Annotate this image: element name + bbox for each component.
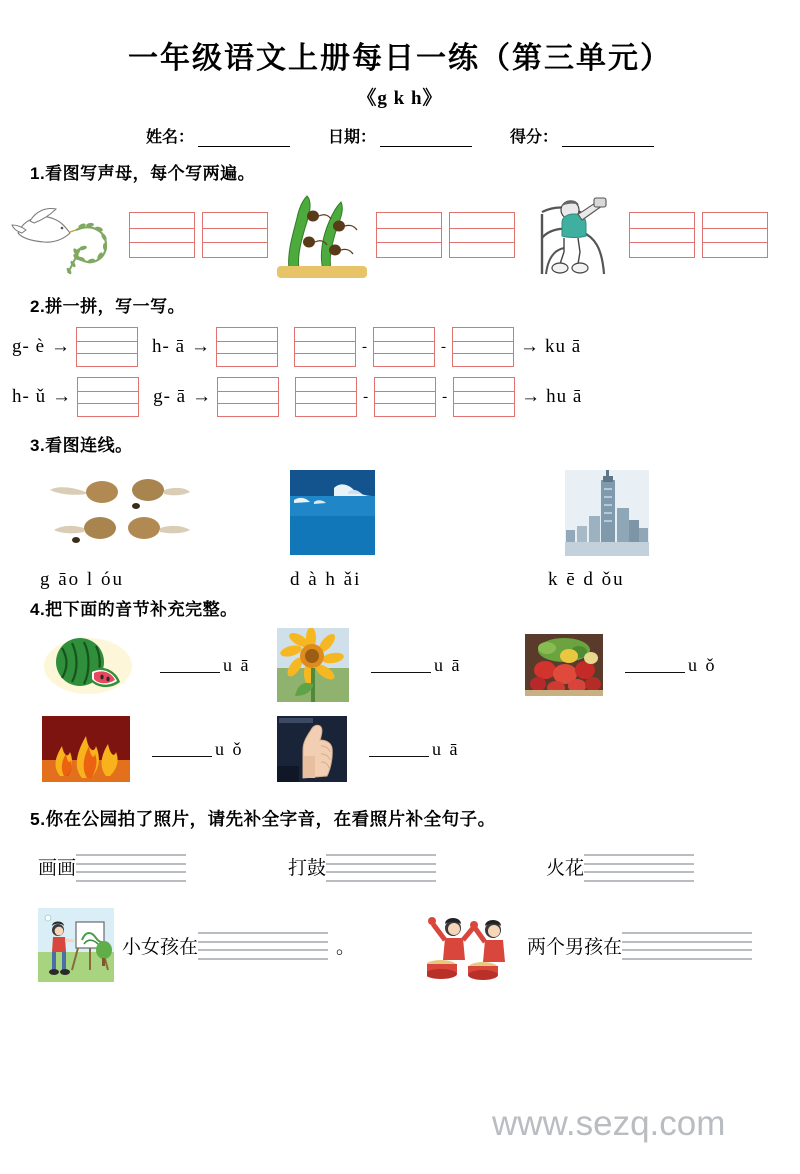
pinyin-four-line-grid[interactable] [584, 854, 694, 880]
q4-item-fruit-basket [525, 634, 717, 696]
pinyin-grid-box[interactable] [374, 377, 436, 417]
page-title: 一年级语文上册每日一练（第三单元） [128, 42, 672, 75]
pinyin-grid-box[interactable] [129, 212, 195, 258]
pinyin-grid-box[interactable] [217, 377, 279, 417]
date-label: 日期： [327, 129, 376, 146]
flame-photo-icon [42, 716, 130, 782]
q2-r1-sep-2: - [441, 338, 447, 355]
q2-r2-mid-syllable: g- ā [153, 386, 187, 407]
q3-pinyin-1: g āo l óu [40, 569, 124, 590]
question-5-words-row [0, 853, 800, 880]
watermelon-photo-icon [42, 634, 138, 696]
q4-tail-1: u ā [223, 654, 251, 675]
q4-blank-1[interactable] [160, 658, 220, 673]
sunflower-photo-icon [277, 628, 349, 702]
q1-boxes-g [129, 212, 268, 258]
q2-r1-mid-arrow: → [191, 336, 211, 357]
q5-word-2: 打鼓 [288, 858, 327, 879]
q4-blank-5[interactable] [369, 742, 429, 757]
question-4-row-1 [0, 628, 800, 702]
skyscraper-photo-icon [565, 470, 649, 556]
q3-pinyin-3: k ē d ǒu [548, 569, 625, 590]
q2-r1-left-syllable: g- è [12, 336, 46, 357]
site-watermark: www.sezq.com [492, 1104, 726, 1143]
q5-sentence-1-prefix: 小女孩在 [122, 936, 199, 958]
fruit-basket-photo-icon [525, 634, 603, 696]
pinyin-grid-box[interactable] [376, 212, 442, 258]
q4-item-watermelon [42, 634, 277, 696]
question-2-heading: 2.拼一拼，写一写。 [30, 297, 186, 316]
q4-tail-4: u ǒ [215, 738, 244, 759]
score-field[interactable] [510, 124, 654, 147]
question-4-row-2 [0, 716, 800, 782]
pinyin-four-line-grid[interactable] [326, 854, 436, 880]
pinyin-four-line-grid[interactable] [622, 932, 752, 958]
q2-r1-result-arrow: → [520, 336, 540, 357]
question-3-heading: 3.看图连线。 [30, 436, 133, 455]
q2-r1-left-arrow: → [51, 336, 71, 357]
q4-tail-2: u ā [434, 654, 462, 675]
seaweed-tadpoles-k-icon [277, 192, 367, 278]
q2-r2-result: hu ā [546, 386, 583, 407]
pinyin-four-line-grid[interactable] [76, 854, 186, 880]
score-label: 得分： [510, 129, 559, 146]
student-info-row [0, 124, 800, 147]
pinyin-grid-box[interactable] [629, 212, 695, 258]
date-field[interactable] [328, 124, 472, 147]
q4-blank-3[interactable] [625, 658, 685, 673]
q2-r2-sep-2: - [442, 388, 448, 405]
q2-r1-result: ku ā [545, 336, 582, 357]
q5-sentence-1-suffix: 。 [336, 936, 356, 958]
q1-boxes-k [376, 212, 515, 258]
q4-blank-2[interactable] [371, 658, 431, 673]
question-2-row-2 [0, 377, 800, 417]
q4-tail-3: u ǒ [688, 654, 717, 675]
question-5-heading: 5.你在公园拍了照片，请先补全字音，在看照片补全句子。 [30, 809, 496, 829]
q2-r1-mid-syllable: h- ā [152, 336, 186, 357]
pinyin-grid-box[interactable] [76, 327, 138, 367]
pinyin-grid-box[interactable] [216, 327, 278, 367]
thumbs-up-photo-icon [277, 716, 347, 782]
q2-r1-sep-1: - [362, 338, 368, 355]
pinyin-grid-box[interactable] [77, 377, 139, 417]
pinyin-grid-box[interactable] [373, 327, 435, 367]
pinyin-grid-box[interactable] [295, 377, 357, 417]
pinyin-grid-box[interactable] [294, 327, 356, 367]
question-3-images [0, 470, 800, 561]
girl-painting-photo-icon [38, 908, 114, 982]
sea-photo-icon [290, 470, 375, 555]
q2-r2-mid-arrow: → [192, 386, 212, 407]
q1-item-1 [10, 195, 277, 275]
question-5-sentences-row [0, 908, 800, 982]
q3-pinyin-2: d à h ǎi [290, 569, 362, 590]
q2-r2-left-syllable: h- ǔ [12, 386, 47, 407]
child-in-chair-h-icon [524, 192, 620, 278]
q5-word-1: 画画 [38, 858, 77, 879]
name-field[interactable] [146, 124, 290, 147]
pinyin-grid-box[interactable] [702, 212, 768, 258]
q2-r2-result-arrow: → [521, 386, 541, 407]
pinyin-four-line-grid[interactable] [198, 932, 328, 958]
name-blank[interactable] [198, 131, 290, 147]
two-boys-drumming-photo-icon [427, 908, 519, 982]
q5-word-2-wrap [288, 853, 546, 880]
q3-item-1-image [40, 470, 290, 555]
score-blank[interactable] [562, 131, 654, 147]
q4-item-sunflower [277, 628, 525, 702]
dove-olive-branch-g-icon [10, 195, 120, 275]
q1-boxes-h [629, 212, 768, 258]
q5-word-3: 火花 [546, 858, 585, 879]
q5-word-1-wrap [38, 853, 288, 880]
worksheet-page [0, 42, 800, 1174]
date-blank[interactable] [380, 131, 472, 147]
name-label: 姓名： [145, 129, 194, 146]
pinyin-grid-box[interactable] [452, 327, 514, 367]
q5-sentence-2-prefix: 两个男孩在 [527, 936, 623, 958]
question-3-pinyin-row [0, 569, 800, 591]
pinyin-grid-box[interactable] [449, 212, 515, 258]
q2-r2-sep-1: - [363, 388, 369, 405]
question-2-row-1 [0, 327, 800, 367]
q3-item-3-image [565, 470, 649, 561]
pinyin-grid-box[interactable] [202, 212, 268, 258]
q4-item-flame [42, 716, 277, 782]
q4-item-thumbs-up [277, 716, 460, 782]
q3-item-2-image [290, 470, 565, 560]
q5-word-3-wrap [546, 853, 694, 880]
page-subtitle: 《g k h》 [357, 88, 443, 109]
question-4-heading: 4.把下面的音节补充完整。 [30, 600, 238, 619]
question-1-heading: 1.看图写声母，每个写两遍。 [30, 164, 256, 183]
pinyin-grid-box[interactable] [453, 377, 515, 417]
question-1-row [0, 192, 800, 278]
tadpoles-photo-icon [40, 470, 190, 550]
q4-tail-5: u ā [432, 738, 460, 759]
q4-blank-4[interactable] [152, 742, 212, 757]
q1-item-3 [524, 192, 777, 278]
q1-item-2 [277, 192, 524, 278]
q2-r2-left-arrow: → [52, 386, 72, 407]
